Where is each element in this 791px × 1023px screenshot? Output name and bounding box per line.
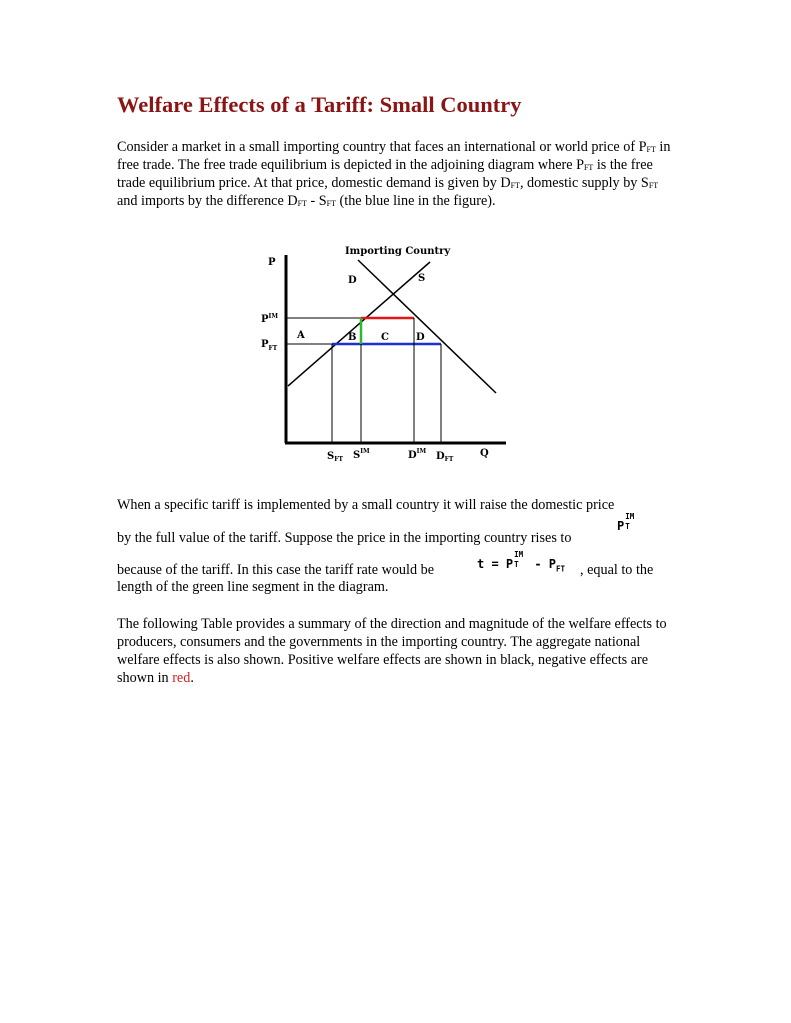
area-b-label: B xyxy=(348,332,357,343)
area-d-label: D xyxy=(416,332,425,343)
subscript-ft: FT xyxy=(326,199,336,208)
text-run: - S xyxy=(306,193,327,209)
area-c-label: C xyxy=(381,332,389,343)
tariff-text-line-1: When a specific tariff is implemented by a small country it will raise the domestic price xyxy=(117,497,615,513)
area-a-label: A xyxy=(297,330,305,341)
tariff-formula: t = P IM T - $P_{FT}$ xyxy=(477,550,566,574)
price-im-formula: P IM T xyxy=(617,512,635,533)
q-s-im-label: $S^{IM}$ xyxy=(353,448,370,461)
price-ft-label: $P_{FT}$ xyxy=(261,339,278,352)
tariff-rate-line-1-end: , equal to the xyxy=(580,562,654,578)
q-s-ft-label: $S_{FT}$ xyxy=(327,451,343,463)
red-word: red xyxy=(172,670,191,686)
price-im-label: $P^{IM}$ xyxy=(261,313,278,325)
text-run: Consider a market in a small importing country that faces an international or world price of P xyxy=(117,139,647,155)
supply-label: S xyxy=(418,273,426,284)
subscript-ft: FT xyxy=(646,145,656,154)
tariff-text-line-2: by the full value of the tariff. Suppose the price in the importing country rises to xyxy=(117,530,572,546)
text-run: and imports by the difference D xyxy=(117,193,298,209)
tariff-rate-line-2: length of the green line segment in the diagram. xyxy=(117,579,389,595)
demand-label: D xyxy=(348,275,357,286)
text-run: because of the tariff. In this case the tariff rate would be xyxy=(117,562,434,578)
table-summary-paragraph xyxy=(117,615,677,687)
subscript-ft: FT xyxy=(297,199,307,208)
tariff-rate-line-1 xyxy=(117,561,434,579)
demand-curve xyxy=(358,260,496,393)
text-run: The following Table provides a summary of the direction and magnitude of the welfare effects to producers, consumers and the governments in the importing country. The aggregate national welfare effects is also shown. Positive welfare effects are shown in black, negative effects are shown in xyxy=(117,616,667,686)
text-run: (the blue line in the figure). xyxy=(335,193,496,209)
text-run: , domestic supply by S xyxy=(519,175,649,191)
text-run: . xyxy=(190,670,194,686)
importing-country-diagram xyxy=(255,240,515,470)
q-d-ft-label: $D_{FT}$ xyxy=(436,451,454,463)
x-axis-label: Q xyxy=(480,448,489,459)
diagram-title: Importing Country xyxy=(345,246,451,257)
page-title: Welfare Effects of a Tariff: Small Country xyxy=(117,92,522,117)
subscript-ft: FT xyxy=(583,163,594,172)
y-axis-label: P xyxy=(268,257,276,268)
supply-curve xyxy=(288,262,430,386)
intro-paragraph xyxy=(117,138,677,210)
q-d-im-label: $D^{IM}$ xyxy=(408,448,427,461)
subscript-ft: FT xyxy=(510,181,520,190)
subscript-ft: FT xyxy=(648,181,659,190)
text-run: in free trade. The free trade equilibrium is depicted in the adjoining diagram where P xyxy=(117,139,671,173)
text-run: is the free trade equilibrium price. At that price, domestic demand is given by D xyxy=(117,157,653,191)
